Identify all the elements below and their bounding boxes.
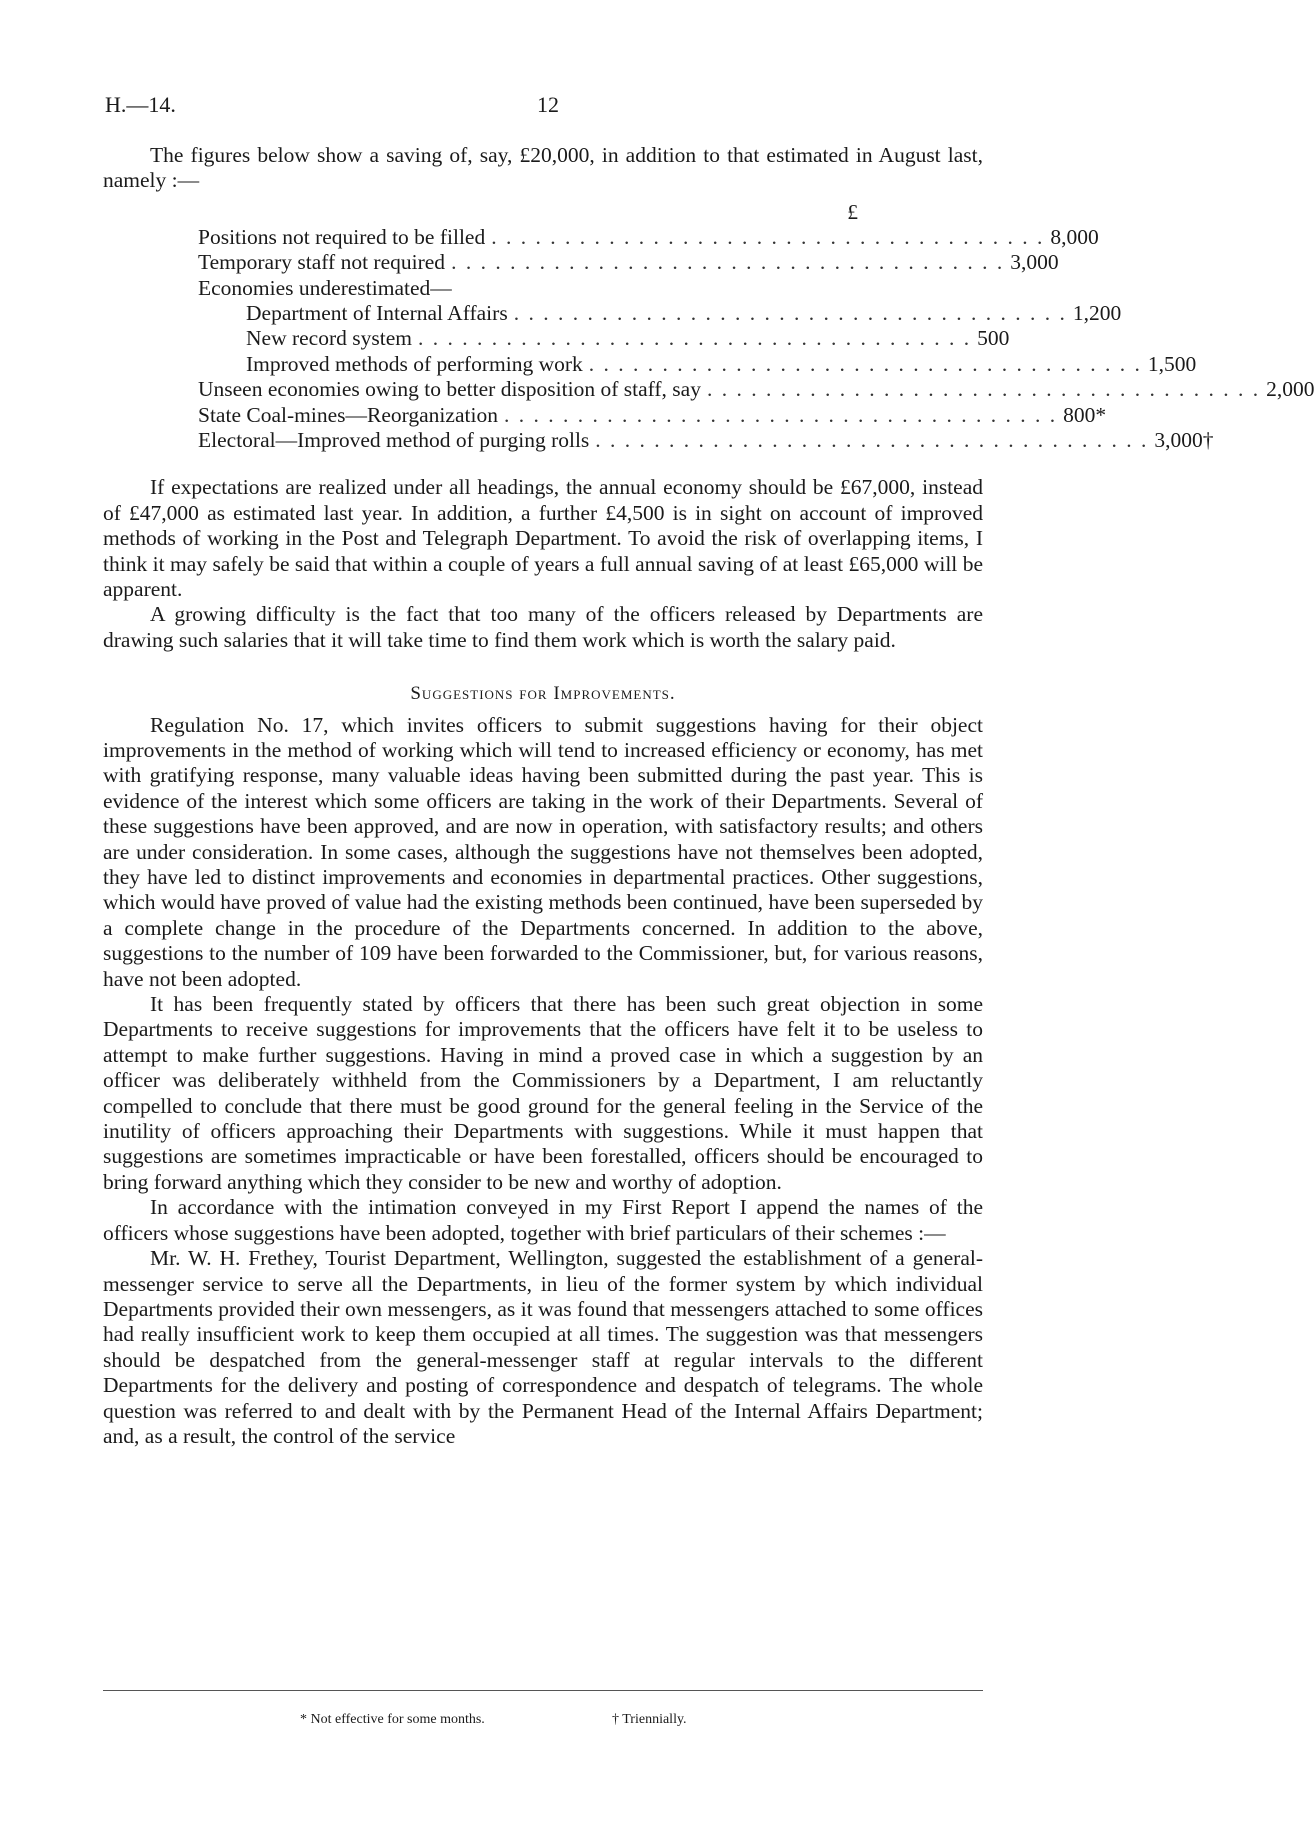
row-label: Unseen economies owing to better disposition of staff, say [198,377,701,402]
table-row [198,300,1122,326]
page-number: 12 [537,92,559,117]
footnote-triennially: † Triennially. [612,1712,687,1727]
leader-dots: . . . . . . . . . . . . . . . . . . . . . . . . . . . . . . . . . . . . . . [595,427,1149,452]
row-amount: 8,000 [1050,224,1099,249]
row-amount: 3,000† [1154,427,1214,452]
row-amount: 3,000 [1010,250,1059,275]
leader-dots: . . . . . . . . . . . . . . . . . . . . . . . . . . . . . . . . . . . . . . [706,377,1261,402]
table-row [198,427,1214,453]
table-row [198,351,1197,377]
table-row [198,276,888,301]
leader-dots: . . . . . . . . . . . . . . . . . . . . . . . . . . . . . . . . . . . . . . [491,224,1045,249]
leader-dots: . . . . . . . . . . . . . . . . . . . . . . . . . . . . . . . . . . . . . . [588,351,1142,376]
row-amount: 1,500 [1147,351,1197,376]
savings-table [198,199,1314,454]
row-label: New record system [246,326,412,351]
row-amount: 800* [1063,402,1107,427]
paragraph: A growing difficulty is the fact that too many of the officers released by Departments are drawing such salaries that it will take time to find them work which is worth the salary paid. [103,602,983,652]
row-label: Department of Internal Affairs [246,300,508,325]
row-label: Electoral—Improved method of purging rolls [198,427,590,452]
row-label: Temporary staff not required [198,250,446,275]
table-row [198,377,1314,402]
table-row [198,402,1107,428]
row-amount: 500 [977,326,1010,351]
table-row [198,224,1099,250]
row-label: Improved methods of performing work [246,351,583,376]
document-code: H.—14. [105,92,176,117]
page-body [103,143,1314,1449]
leader-dots: . . . . . . . . . . . . . . . . . . . . . . . . . . . . . . . . . . . . . . [513,300,1067,325]
leader-dots: . . . . . . . . . . . . . . . . . . . . . . . . . . . . . . . . . . . . . . [417,326,972,351]
footnote-not-effective: * Not effective for some months. [300,1712,485,1727]
row-amount: 2,000 [1266,377,1314,402]
intro-paragraph: The figures below show a saving of, say, £20,000, in addition to that estimated in August last, namely :— [103,143,983,193]
paragraph: If expectations are realized under all headings, the annual economy should be £67,000, instead of £47,000 as estimated last year. In addition, a further £4,500 is in sight on account of improved methods of working in the Post and Telegraph Department. To avoid the risk of overlapping items, I think it may safely be said that within a couple of years a full annual saving of at least £65,000 will be apparent. [103,475,983,601]
row-amount: 1,200 [1072,300,1122,325]
paragraph: Mr. W. H. Frethey, Tourist Department, Wellington, suggested the establishment of a general-messenger service to serve all the Departments, in lieu of the former system by which individual Departments provided their own messengers, as it was found that messengers attached to some offices had really insufficient work to keep them occupied at all times. The suggestion was that messengers should be despatched from the general-messenger staff at regular intervals to the different Departments for the delivery and posting of correspondence and despatch of telegrams. The whole question was referred to and dealt with by the Permanent Head of the Internal Affairs Department; and, as a result, the control of the service [103,1246,983,1448]
row-label: Economies underestimated— [198,275,452,300]
currency-header: £ [847,199,858,224]
row-label: Positions not required to be filled [198,224,486,249]
footnote-divider [103,1690,983,1691]
leader-dots: . . . . . . . . . . . . . . . . . . . . . . . . . . . . . . . . . . . . . . [451,250,1005,275]
table-row [198,326,1010,351]
paragraph: It has been frequently stated by officers that there has been such great objection in some Departments to receive suggestions for improvements that the officers have felt it to be useless to attempt to make further suggestions. Having in mind a proved case in which a suggestion by an officer was deliberately withheld from the Commissioners by a Department, I am reluctantly compelled to conclude that there must be good ground for the general feeling in the Service of the inutility of officers approaching their Departments with suggestions. While it must happen that suggestions are sometimes impracticable or have been forestalled, officers should be encouraged to bring forward anything which they consider to be new and worthy of adoption. [103,992,983,1194]
table-row [198,250,1059,275]
paragraph: Regulation No. 17, which invites officers to submit suggestions having for their object improvements in the method of working which will tend to increased efficiency or economy, has met with gratifying response, many valuable ideas having been submitted during the past year. This is evidence of the interest which some officers are taking in the work of their Departments. Several of these suggestions have been approved, and are now in operation, with satisfactory results; and others are under consideration. In some cases, although the suggestions have not themselves been adopted, they have led to distinct improvements and economies in departmental practices. Other suggestions, which would have proved of value had the existing methods been continued, have been superseded by a complete change in the procedure of the Departments concerned. In addition to the above, suggestions to the number of 109 have been forwarded to the Commissioner, but, for various reasons, have not been adopted. [103,712,983,991]
paragraph: In accordance with the intimation conveyed in my First Report I append the names of the officers whose suggestions have been adopted, together with brief particulars of their schemes :— [103,1195,983,1245]
row-label: State Coal-mines—Reorganization [198,402,498,427]
leader-dots: . . . . . . . . . . . . . . . . . . . . . . . . . . . . . . . . . . . . . . [503,402,1058,427]
section-heading: Suggestions for Improvements. [410,683,676,705]
spacer [103,453,983,475]
